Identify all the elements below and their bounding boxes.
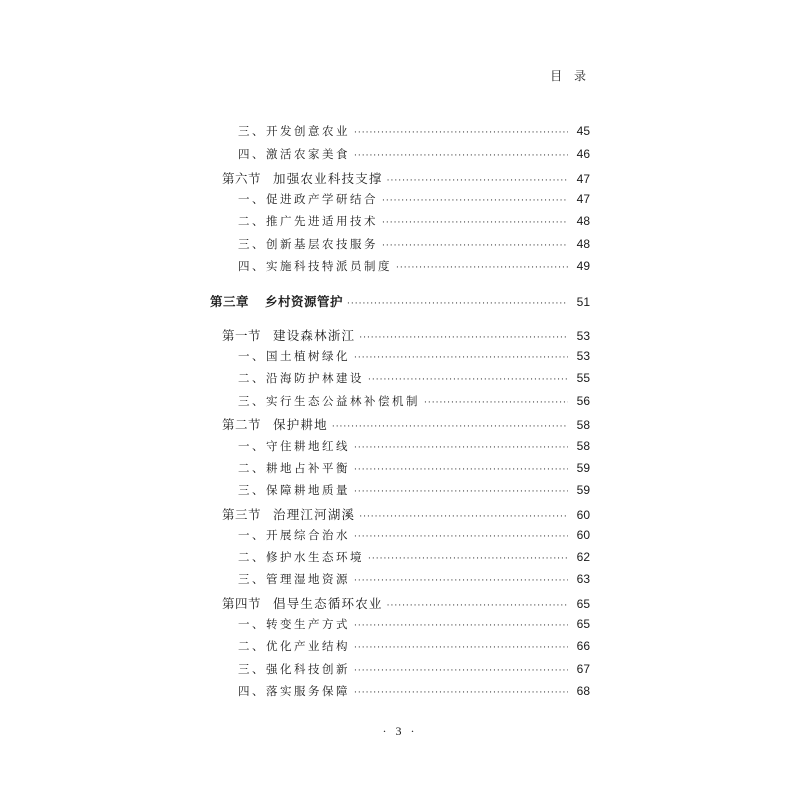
toc-item-title: 四、实施科技特派员制度 [238,259,392,273]
toc-chapter-number: 第三章 [210,294,250,309]
toc-item-title: 一、转变生产方式 [238,617,350,631]
toc-section-name: 治理江河湖溪 [273,507,356,522]
toc-item-title: 一、开展综合治水 [238,528,350,542]
toc-page-number: 60 [576,528,590,542]
toc-section-entry [0,505,590,525]
toc-item-entry [0,236,590,256]
toc-page-number: 47 [576,192,590,206]
toc-page-number: 48 [576,214,590,228]
toc-page-number: 60 [576,508,590,522]
dot-leader [382,241,568,251]
toc-item-entry [0,348,590,368]
toc-page-number: 59 [576,461,590,475]
dot-leader [387,601,568,611]
toc-page-number: 66 [576,639,590,653]
toc-item-title: 三、保障耕地质量 [238,483,350,497]
toc-section-number: 第二节 [222,417,262,432]
dot-leader [354,576,568,586]
toc-section-entry [0,415,590,435]
toc-item-title: 二、优化产业结构 [238,639,350,653]
toc-page-number: 48 [576,237,590,251]
toc-section-title [0,505,355,523]
toc-section-number: 第一节 [222,328,262,343]
toc-section-title [0,169,383,187]
toc-page-number: 59 [576,483,590,497]
dot-leader [354,666,568,676]
toc-page-number: 51 [576,295,590,309]
toc-section-number: 第四节 [222,596,262,611]
toc-item-title: 三、管理湿地资源 [238,572,350,586]
dot-leader [354,643,568,653]
toc-item-title: 一、国土植树绿化 [238,349,350,363]
dot-leader [354,532,568,542]
dot-leader [354,621,568,631]
toc-item-entry [0,616,590,636]
toc-item-title: 二、修护水生态环境 [238,550,364,564]
toc-page-number: 53 [576,349,590,363]
toc-item-title: 二、推广先进适用技术 [238,214,378,228]
dot-leader [354,151,568,161]
dot-leader [354,443,568,453]
toc-item-entry [0,123,590,143]
toc-item-title: 三、强化科技创新 [238,662,350,676]
toc-item-entry [0,258,590,278]
dot-leader [354,128,568,138]
toc-item-entry [0,683,590,703]
toc-item-title: 三、创新基层农技服务 [238,237,378,251]
toc-page-number: 55 [576,371,590,385]
toc-page-number: 62 [576,550,590,564]
toc-item-entry [0,638,590,658]
toc-item-entry [0,460,590,480]
dot-leader [354,465,568,475]
toc-page-number: 56 [576,394,590,408]
toc-page-number: 53 [576,329,590,343]
toc-page-number: 68 [576,684,590,698]
toc-page-number: 65 [576,597,590,611]
toc-section-title [0,415,328,433]
toc-item-title: 二、耕地占补平衡 [238,461,350,475]
toc-chapter-name: 乡村资源管护 [265,294,344,309]
toc-page-number: 63 [576,572,590,586]
dot-leader [368,375,568,385]
dot-leader [359,512,568,522]
toc-item-entry [0,213,590,233]
toc-page-number: 65 [576,617,590,631]
toc-item-title: 四、落实服务保障 [238,684,350,698]
toc-item-entry [0,393,590,413]
dot-leader [387,176,568,186]
toc-item-entry [0,438,590,458]
dot-leader [382,218,568,228]
toc-item-entry [0,661,590,681]
toc-section-title [0,326,355,344]
toc-page-number: 58 [576,418,590,432]
toc-section-entry [0,326,590,346]
toc-item-title: 二、沿海防护林建设 [238,371,364,385]
toc-item-title: 一、促进政产学研结合 [238,192,378,206]
toc-section-name: 倡导生态循环农业 [273,596,383,611]
toc-page-number: 46 [576,147,590,161]
dot-leader [347,299,568,309]
toc-item-title: 一、守住耕地红线 [238,439,350,453]
dot-leader [359,333,568,343]
toc-section-entry [0,169,590,189]
toc-item-title: 三、实行生态公益林补偿机制 [238,394,420,408]
toc-page-number: 47 [576,172,590,186]
page-number: · 3 · [382,724,418,738]
toc-page-number: 49 [576,259,590,273]
toc-item-entry [0,571,590,591]
toc-section-number: 第六节 [222,171,262,186]
toc-page-number: 67 [576,662,590,676]
toc-item-entry [0,549,590,569]
dot-leader [368,554,568,564]
dot-leader [332,422,568,432]
toc-section-name: 保护耕地 [273,417,328,432]
toc-item-title: 三、开发创意农业 [238,124,350,138]
toc-page-number: 58 [576,439,590,453]
dot-leader [354,688,568,698]
toc-item-entry [0,146,590,166]
dot-leader [396,263,568,273]
dot-leader [354,353,568,363]
toc-page-number: 45 [576,124,590,138]
toc-section-entry [0,594,590,614]
toc-item-entry [0,370,590,390]
toc-section-title [0,594,383,612]
toc-item-entry [0,482,590,502]
toc-item-entry [0,191,590,211]
toc-section-number: 第三节 [222,507,262,522]
dot-leader [354,487,568,497]
dot-leader [424,398,568,408]
toc-item-entry [0,527,590,547]
toc-section-name: 加强农业科技支撑 [273,171,383,186]
toc-section-name: 建设森林浙江 [273,328,356,343]
dot-leader [382,196,568,206]
running-head-title: 目 录 [550,69,590,83]
toc-chapter-title [0,292,343,310]
toc-chapter-entry [0,292,590,312]
toc-item-title: 四、激活农家美食 [238,147,350,161]
